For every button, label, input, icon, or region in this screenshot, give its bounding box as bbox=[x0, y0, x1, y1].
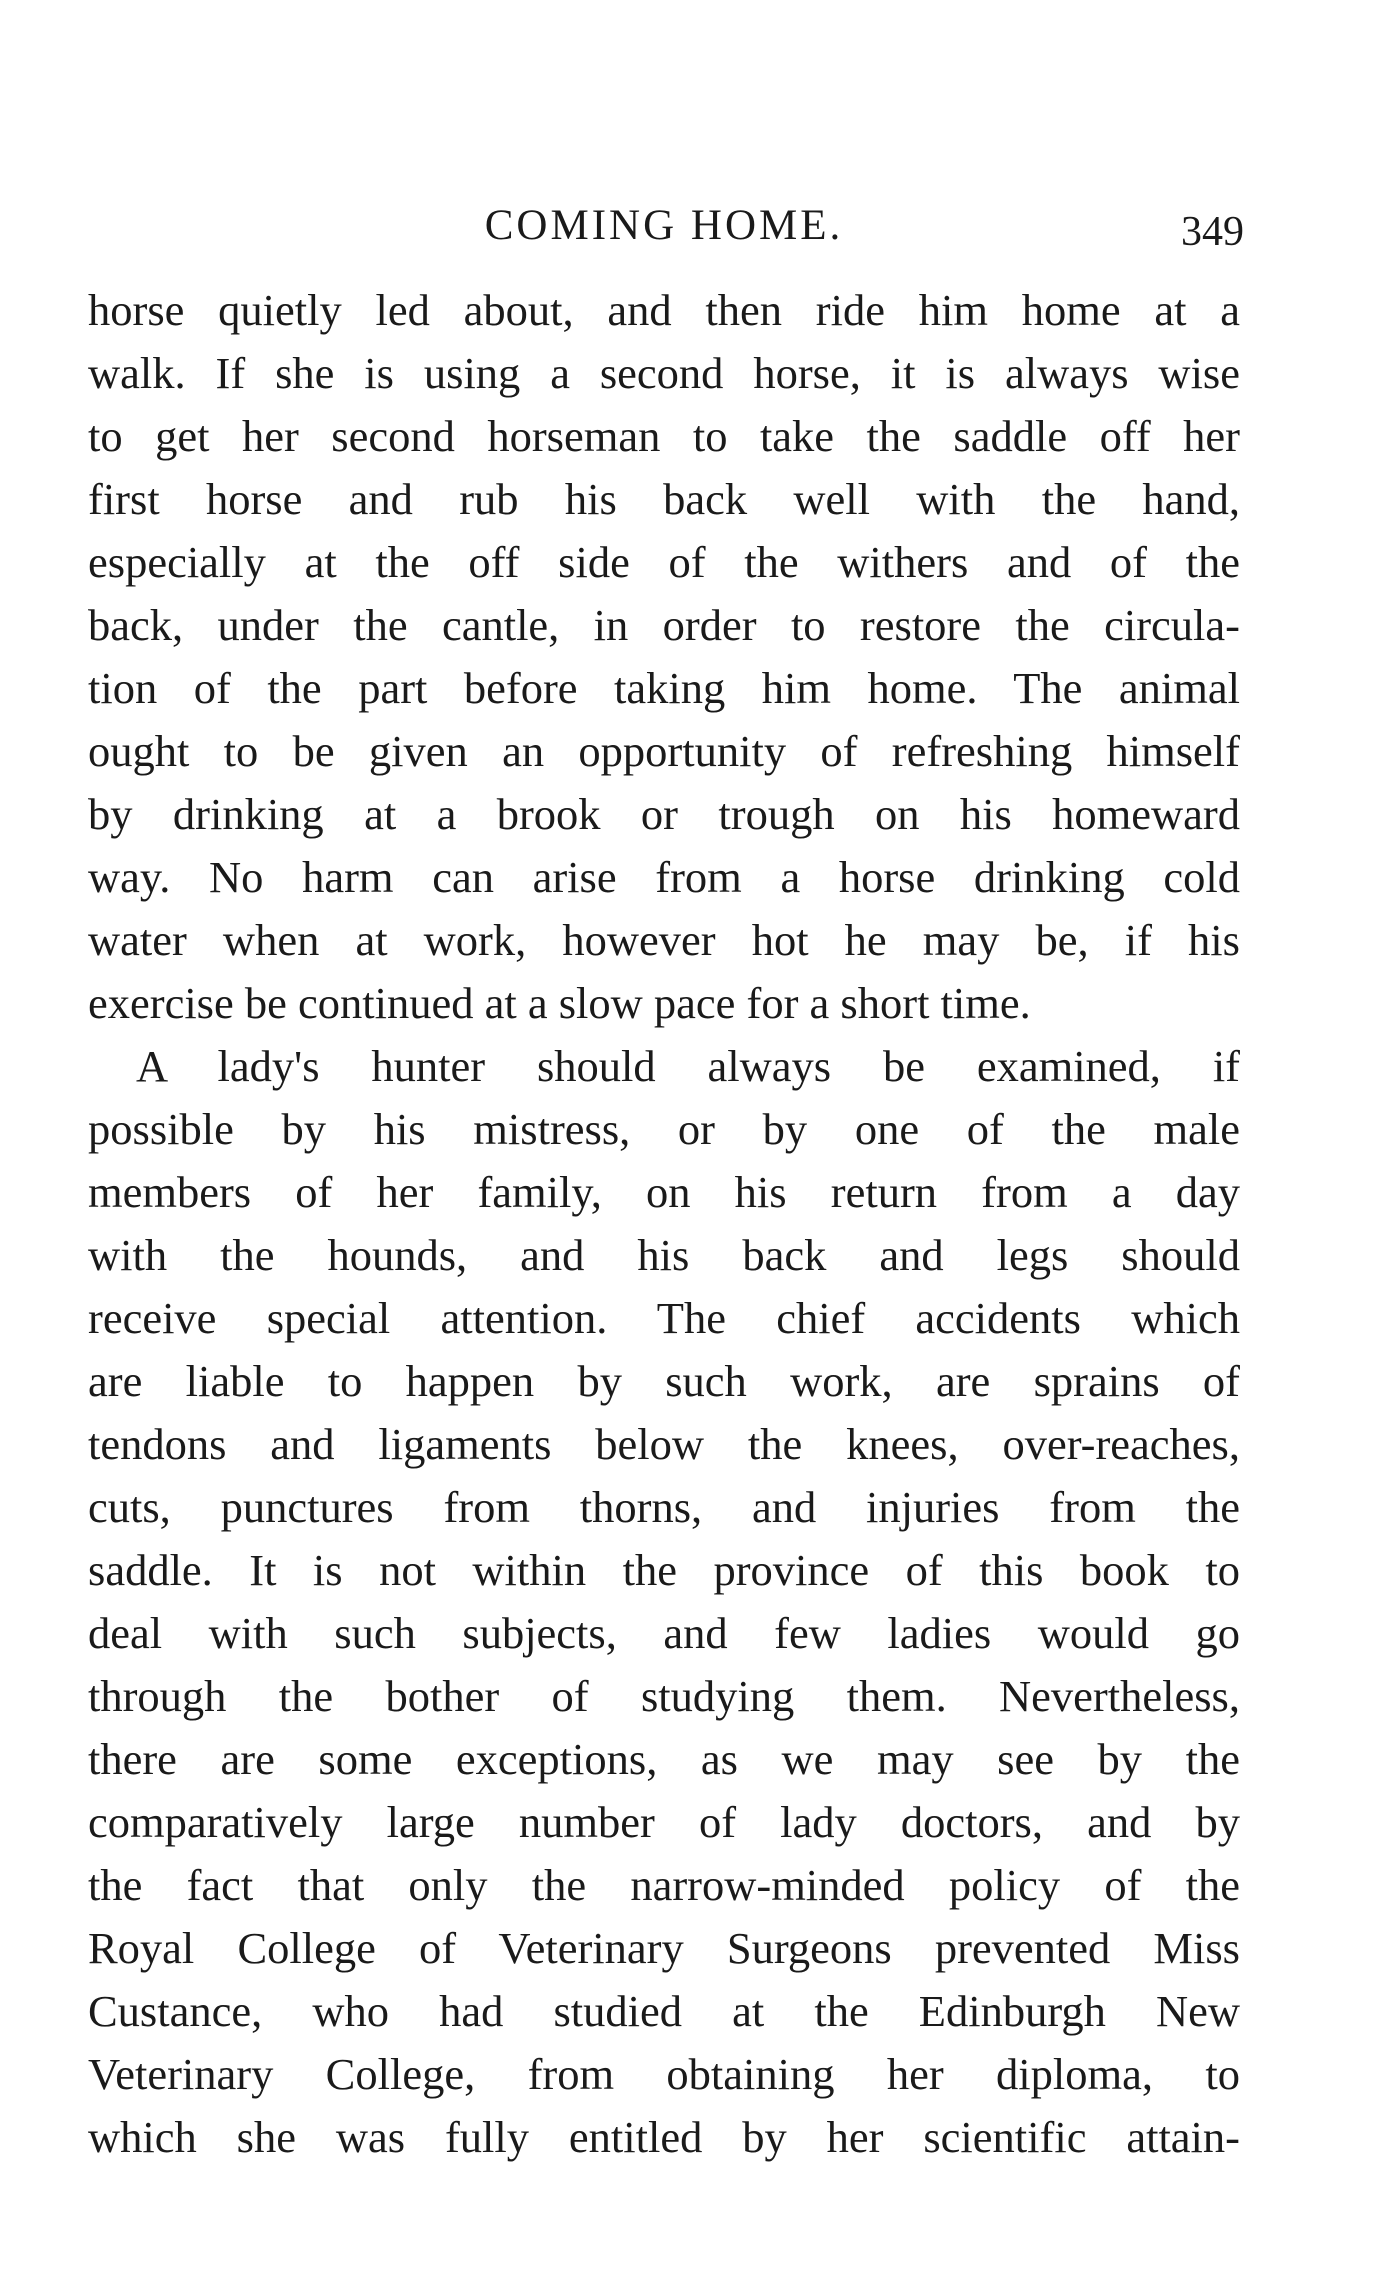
text-line: tendons and ligaments below the knees, over-reaches, bbox=[88, 1419, 1240, 1469]
text-line: Royal College of Veterinary Surgeons prevented Miss bbox=[88, 1923, 1240, 1973]
text-line: tion of the part before taking him home. The animal bbox=[88, 663, 1240, 713]
text-line: deal with such subjects, and few ladies would go bbox=[88, 1608, 1240, 1658]
text-line: first horse and rub his back well with the hand, bbox=[88, 474, 1240, 524]
paragraph-2 bbox=[88, 1035, 1240, 2169]
text-line: horse quietly led about, and then ride him home at a bbox=[88, 285, 1240, 335]
chapter-title: COMING HOME. bbox=[484, 202, 844, 249]
body-text bbox=[88, 279, 1240, 2169]
text-line: to get her second horseman to take the saddle off her bbox=[88, 411, 1240, 461]
text-line: by drinking at a brook or trough on his homeward bbox=[88, 789, 1240, 839]
text-line: back, under the cantle, in order to restore the circula- bbox=[88, 600, 1240, 650]
text-line: which she was fully entitled by her scientific attain- bbox=[88, 2112, 1240, 2162]
text-line: A lady's hunter should always be examined, if bbox=[136, 1041, 1240, 1091]
text-line: Custance, who had studied at the Edinburgh New bbox=[88, 1986, 1240, 2036]
text-line: members of her family, on his return from a day bbox=[88, 1167, 1240, 1217]
text-line: especially at the off side of the withers and of the bbox=[88, 537, 1240, 587]
paragraph-1 bbox=[88, 279, 1240, 1035]
text-line: water when at work, however hot he may be, if his bbox=[88, 915, 1240, 965]
text-line: walk. If she is using a second horse, it is always wise bbox=[88, 348, 1240, 398]
text-line: comparatively large number of lady doctors, and by bbox=[88, 1797, 1240, 1847]
text-line: through the bother of studying them. Nevertheless, bbox=[88, 1671, 1240, 1721]
running-head bbox=[88, 196, 1244, 256]
text-line: possible by his mistress, or by one of the male bbox=[88, 1104, 1240, 1154]
text-line: saddle. It is not within the province of this book to bbox=[88, 1545, 1240, 1595]
text-line: way. No harm can arise from a horse drinking cold bbox=[88, 852, 1240, 902]
text-line: receive special attention. The chief accidents which bbox=[88, 1293, 1240, 1343]
text-line: cuts, punctures from thorns, and injuries from the bbox=[88, 1482, 1240, 1532]
text-line: are liable to happen by such work, are sprains of bbox=[88, 1356, 1240, 1406]
text-line: exercise be continued at a slow pace for a short time. bbox=[88, 978, 1031, 1028]
text-line: with the hounds, and his back and legs should bbox=[88, 1230, 1240, 1280]
text-line: Veterinary College, from obtaining her diploma, to bbox=[88, 2049, 1240, 2099]
text-line: the fact that only the narrow-minded policy of the bbox=[88, 1860, 1240, 1910]
text-line: ought to be given an opportunity of refreshing himself bbox=[88, 726, 1240, 776]
text-line: there are some exceptions, as we may see by the bbox=[88, 1734, 1240, 1784]
page-number: 349 bbox=[1181, 209, 1244, 255]
